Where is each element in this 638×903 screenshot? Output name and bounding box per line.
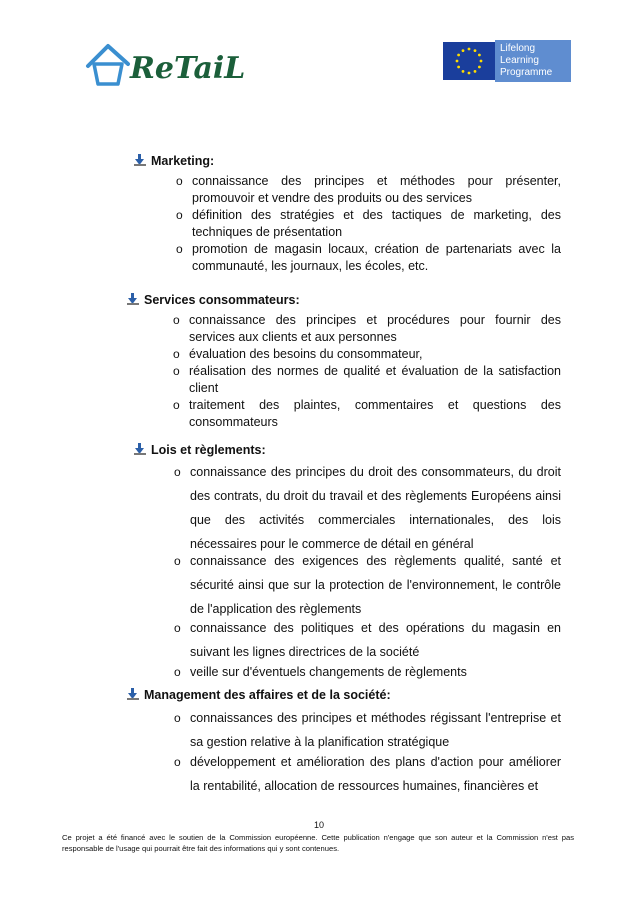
list-marker: o [173,364,180,378]
list-marker: o [176,174,183,188]
section-heading: Marketing: [151,154,215,168]
arrow-bullet-icon [127,293,139,305]
list-item-text: connaissance des principes du droit des consommateurs, du droit des contrats, du droit du travail et des règlements Européens ainsi que des activités commerciales internationales, des lois nécessaires pour le commerce de détail en général [190,465,561,551]
list-item [176,241,561,275]
list-item [174,750,561,798]
programme-label [495,40,571,82]
list-marker: o [174,711,181,725]
list-marker: o [174,665,181,679]
list-item-text: connaissances des principes et méthodes régissant l'entreprise et sa gestion relative à la planification stratégique [190,711,561,749]
list-marker: o [174,621,181,635]
section-heading: Services consommateurs: [144,293,300,307]
list-marker: o [173,313,180,327]
list-marker: o [174,554,181,568]
list-item [173,363,561,397]
list-item [174,460,561,556]
list-item [173,397,561,431]
arrow-bullet-icon [134,443,146,455]
list-item-text: définition des stratégies et des tactiques de marketing, des techniques de présentation [192,208,561,239]
list-item-text: promotion de magasin locaux, création de partenariats avec la communauté, les journaux, les écoles, etc. [192,242,561,273]
list-item [176,207,561,241]
list-item [176,173,561,207]
list-item-text: réalisation des normes de qualité et évaluation de la satisfaction client [189,364,561,395]
list-item [174,549,561,621]
eu-flag-icon [443,42,495,80]
list-item [174,660,561,684]
page-number: 10 [313,820,324,830]
list-item-text: connaissance des politiques et des opérations du magasin en suivant les lignes directrices de la société [190,621,561,659]
list-item-text: veille sur d'éventuels changements de règlements [190,665,467,679]
arrow-bullet-icon [134,154,146,166]
arrow-bullet-icon [127,688,139,700]
list-item [173,312,561,346]
programme-line-2: Learning [500,55,539,66]
retail-logo [84,40,244,90]
programme-line-3: Programme [500,67,553,78]
list-item [173,346,561,363]
list-marker: o [173,347,180,361]
list-item-text: connaissance des principes et méthodes pour présenter, promouvoir et vendre des produits ou des services [192,174,561,205]
list-marker: o [176,242,183,256]
footer-disclaimer: Ce projet a été financé avec le soutien de la Commission européenne. Cette publication n'engage que son auteur et la Commission n'est pas responsable de l'usage qui pourrait être fait des informations qui y sont contenues. [62,833,574,853]
list-item-text: développement et amélioration des plans d'action pour améliorer la rentabilité, allocation de ressources humaines, financières et [190,755,561,793]
list-marker: o [174,465,181,479]
list-item-text: évaluation des besoins du consommateur, [189,347,423,361]
list-item [174,706,561,754]
section-heading: Lois et règlements: [151,443,266,457]
programme-line-1: Lifelong [500,43,536,54]
lifelong-learning-logo [443,40,571,84]
list-item-text: connaissance des principes et procédures pour fournir des services aux clients et aux personnes [189,313,561,344]
list-item [174,616,561,664]
list-marker: o [174,755,181,769]
list-item-text: traitement des plaintes, commentaires et questions des consommateurs [189,398,561,429]
list-marker: o [173,398,180,412]
logo-text: ReTaiL [130,51,244,86]
list-marker: o [176,208,183,222]
section-heading: Management des affaires et de la société: [144,688,391,702]
list-item-text: connaissance des exigences des règlements qualité, santé et sécurité ainsi que sur la protection de l'environnement, le contrôle de l'application des règlements [190,554,561,616]
